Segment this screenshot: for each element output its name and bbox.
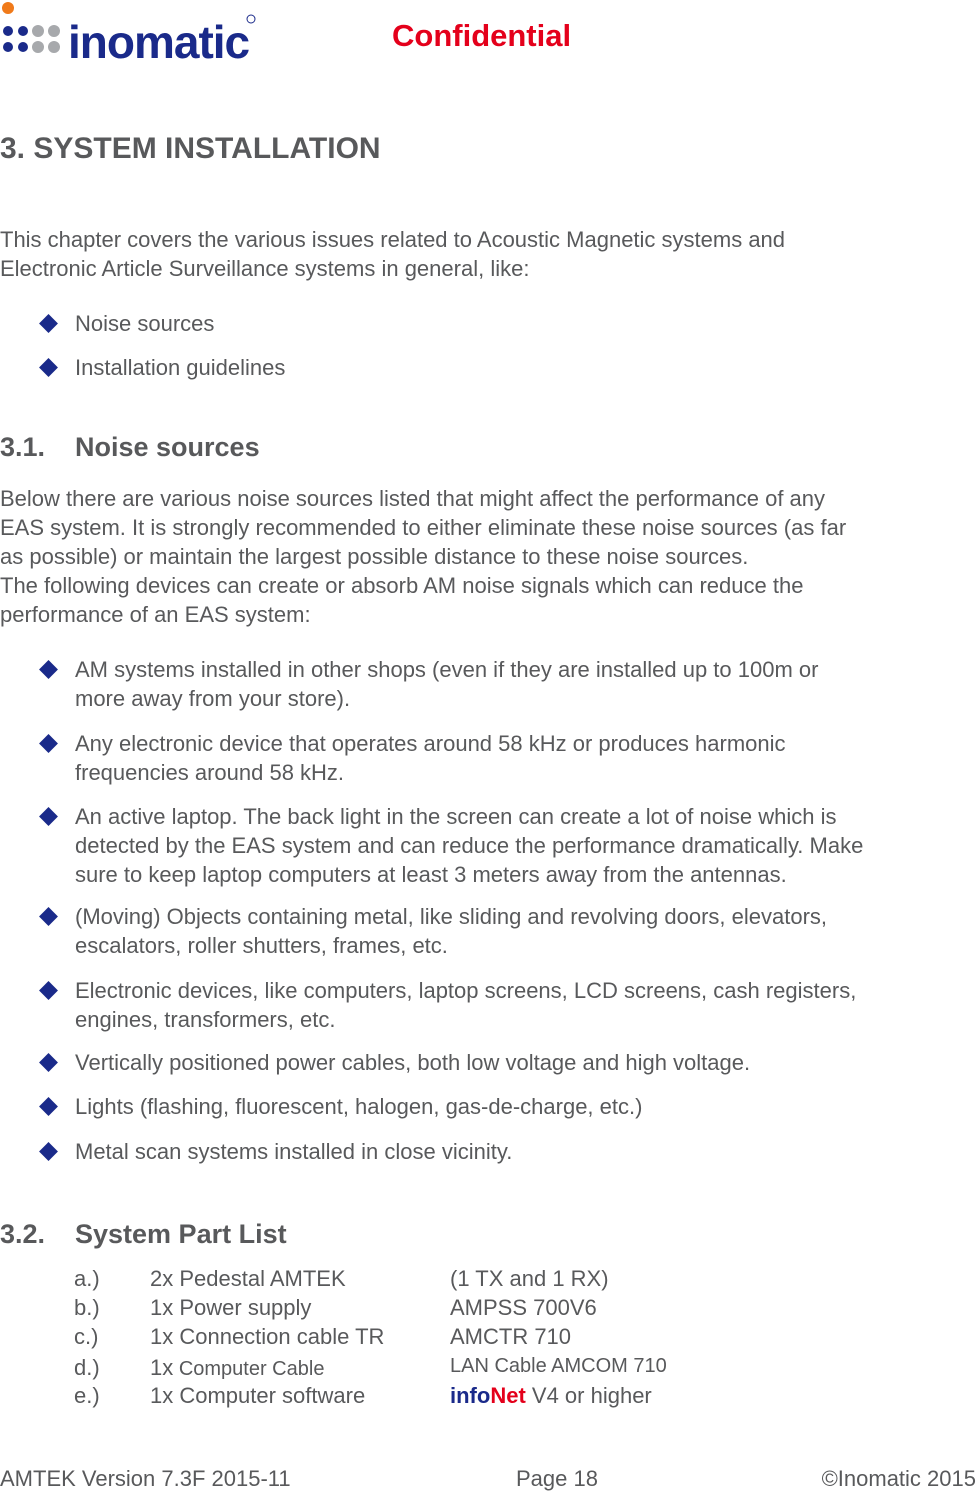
footer-version: AMTEK Version 7.3F 2015-11 [0,1466,291,1491]
section-heading-system-part-list: 3.2. System Part List [0,1219,287,1249]
diamond-bullet-icon [38,1141,59,1162]
list-item: (Moving) Objects containing metal, like sliding and revolving doors, elevators, escalators, roller shutters, frames, etc. [38,902,978,960]
inomatic-logo [0,0,270,66]
diamond-bullet-icon [38,357,59,378]
chapter-title: 3. SYSTEM INSTALLATION [0,132,381,165]
diamond-bullet-icon [38,906,59,927]
list-item: Installation guidelines [38,353,978,382]
chapter-intro: This chapter covers the various issues related to Acoustic Magnetic systems and Electronic Article Surveillance systems in general, like: [0,227,786,281]
diamond-bullet-icon [38,980,59,1001]
list-item: An active laptop. The back light in the screen can create a lot of noise which is detected by the EAS system and can reduce the performance dramatically. Make sure to keep laptop computers at least 3 meters away from the antennas. [38,802,978,889]
svg-text:inomatic: inomatic [68,16,250,66]
footer-copyright: ©Inomatic 2015 [821,1466,976,1491]
list-item: Metal scan systems installed in close vicinity. [38,1137,978,1166]
diamond-bullet-icon [38,733,59,754]
list-item: Electronic devices, like computers, laptop screens, LCD screens, cash registers, engines, transformers, etc. [38,976,978,1034]
section-heading-noise-sources: 3.1. Noise sources [0,432,260,462]
list-item: AM systems installed in other shops (even if they are installed up to 100m or more away from your store). [38,655,978,713]
diamond-bullet-icon [38,313,59,334]
diamond-bullet-icon [38,1096,59,1117]
diamond-bullet-icon [38,659,59,680]
noise-sources-paragraph: Below there are various noise sources listed that might affect the performance of any EAS system. It is strongly recommended to either eliminate these noise sources (as far as possible) or maintain the largest possible distance to these noise sources. The following devices can create or absorb AM noise signals which can reduce the performance of an EAS system: [0,486,847,627]
list-item: Any electronic device that operates around 58 kHz or produces harmonic frequencies around 58 kHz. [38,729,978,787]
list-item: Vertically positioned power cables, both low voltage and high voltage. [38,1048,978,1077]
list-item: Noise sources [38,309,978,338]
diamond-bullet-icon [38,1052,59,1073]
footer-page-number: Page 18 [516,1466,598,1491]
infonet-brand: info [450,1383,491,1408]
list-item: Lights (flashing, fluorescent, halogen, gas-de-charge, etc.) [38,1092,978,1121]
diamond-bullet-icon [38,806,59,827]
confidential-label: Confidential [392,18,572,53]
